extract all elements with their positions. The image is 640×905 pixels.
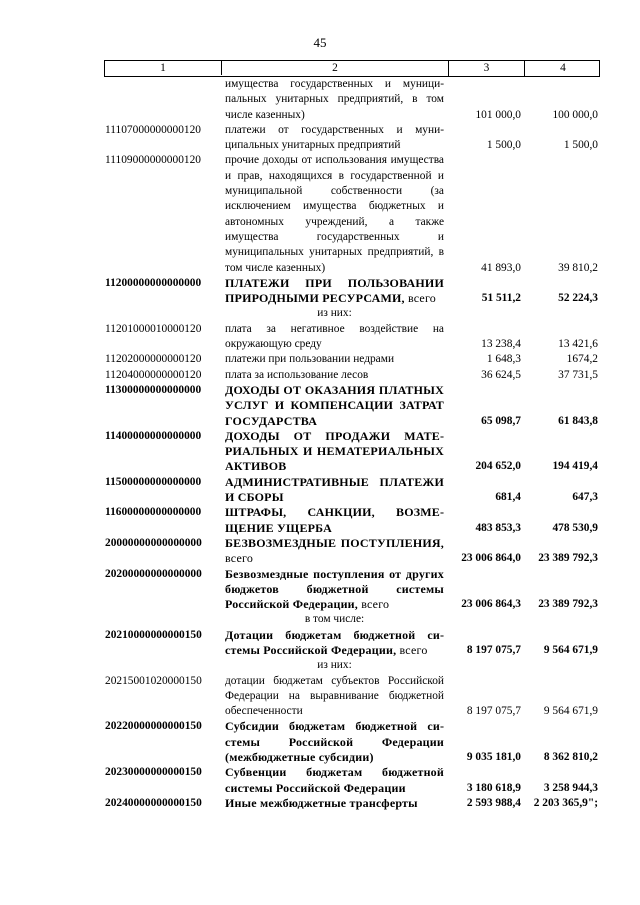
table-row <box>104 796 600 811</box>
row-code: 11202000000000120 <box>105 353 202 366</box>
row-value-col4: 23 389 792,3 <box>538 552 598 565</box>
row-code: 20200000000000000 <box>105 567 202 580</box>
row-value-col3: 65 098,7 <box>481 414 521 427</box>
row-code: 20220000000000150 <box>105 720 202 733</box>
row-value-col4: 23 389 792,3 <box>538 598 598 611</box>
table-row <box>104 352 600 367</box>
row-code: 11109000000000120 <box>105 154 201 167</box>
row-value-col4: 478 530,9 <box>552 521 598 534</box>
row-code: 20210000000000150 <box>105 628 202 641</box>
table-row <box>104 505 600 536</box>
column-header-2: 2 <box>222 61 449 76</box>
row-value-col3: 2 593 988,4 <box>466 796 521 809</box>
row-value-col4: 2 203 365,9"; <box>533 796 598 809</box>
row-name <box>221 77 448 123</box>
row-name-text: Субвенции бюджетам бюджетной системы Российской Федерации <box>225 765 444 795</box>
table-header <box>104 60 600 77</box>
row-value-col3: 23 006 864,0 <box>461 552 521 565</box>
row-name-text: платежи при пользовании недрами <box>225 353 395 366</box>
row-value-col3: 41 893,0 <box>481 261 521 274</box>
row-code: 20000000000000000 <box>105 536 202 549</box>
row-name-text: Дотации бюджетам бюджетной системы Российской Федерации, <box>225 627 444 657</box>
table-row <box>104 429 600 475</box>
row-name-text: плата за использование лесов <box>225 368 369 381</box>
row-name-text: из них: <box>317 659 352 672</box>
table-body <box>104 77 600 811</box>
row-value-col3: 101 000,0 <box>475 108 521 121</box>
row-code: 11107000000000120 <box>105 123 201 136</box>
table-row <box>104 628 600 659</box>
row-name-text: прочие доходы от использования имущества и прав, находящихся в государственной и муниципальной собственности (за исключением имущества бюджетных и автономных учреждений, а также имущества государственных и муниципальных унитарных предприятий, в том числе казенных) <box>225 154 444 274</box>
row-name-text: ШТРАФЫ, САНКЦИИ, ВОЗМЕЩЕНИЕ УЩЕРБА <box>225 505 444 535</box>
row-code: 11200000000000000 <box>105 276 202 289</box>
row-code: 11201000010000120 <box>105 322 202 335</box>
row-value-col4: 1 500,0 <box>563 139 598 152</box>
row-value-col3: 9 035 181,0 <box>466 751 521 764</box>
row-value-col3: 204 652,0 <box>475 460 521 473</box>
row-value-col4: 194 419,4 <box>552 460 598 473</box>
row-name <box>221 796 448 811</box>
row-value-col4: 37 731,5 <box>558 368 598 381</box>
table-row <box>104 475 600 506</box>
row-name-text: Иные межбюджетные трансферты <box>225 795 418 810</box>
row-value-col3: 13 238,4 <box>481 338 521 351</box>
row-value-col3: 8 197 075,7 <box>466 705 521 718</box>
row-name <box>221 719 448 765</box>
row-value-col4: 8 362 810,2 <box>543 751 598 764</box>
row-name <box>221 475 448 506</box>
table-row <box>104 658 600 673</box>
row-value-col4: 39 810,2 <box>558 261 598 274</box>
table-row <box>104 567 600 613</box>
row-value-col3: 483 853,3 <box>475 521 521 534</box>
row-code: 20230000000000150 <box>105 766 202 779</box>
row-value-col4: 61 843,8 <box>558 414 598 427</box>
row-name-suffix: всего <box>407 291 436 306</box>
row-name-text: плата за негативное воздействие на окружающую среду <box>225 322 444 351</box>
row-value-col4: 100 000,0 <box>552 108 598 121</box>
row-name <box>221 765 448 796</box>
row-name <box>221 352 448 367</box>
row-value-col3: 3 180 618,9 <box>466 781 521 794</box>
row-name-suffix: всего <box>399 642 428 657</box>
row-name <box>221 322 448 353</box>
row-value-col3: 51 511,2 <box>481 292 521 305</box>
row-name-text: Безвозмездные поступления от других бюджетов бюджетной системы Российской Федерации, <box>225 566 444 612</box>
row-value-col4: 3 258 944,3 <box>543 781 598 794</box>
row-name <box>221 612 448 627</box>
row-code: 11300000000000000 <box>105 383 202 396</box>
row-code: 20240000000000150 <box>105 796 202 809</box>
row-name-text: дотации бюджетам субъектов Российской Федерации на выравнивание бюджетной обеспеченности <box>225 674 444 718</box>
row-code: 11500000000000000 <box>105 475 202 488</box>
row-code: 20215001020000150 <box>105 674 202 687</box>
row-name-text: имущества государственных и муниципальных унитарных предприятий, в том числе казенных) <box>225 78 444 121</box>
row-name <box>221 628 448 659</box>
row-name-suffix: всего <box>225 551 254 566</box>
table-row <box>104 123 600 154</box>
row-name <box>221 306 448 321</box>
table-row <box>104 322 600 353</box>
table-row <box>104 765 600 796</box>
revenue-table <box>104 60 600 811</box>
row-name-text: АДМИНИСТРАТИВНЫЕ ПЛАТЕЖИ И СБОРЫ <box>225 474 444 505</box>
table-row <box>104 368 600 383</box>
row-name-text: из них: <box>317 307 352 320</box>
row-name <box>221 505 448 536</box>
row-name-text: БЕЗВОЗМЕЗДНЫЕ ПОСТУПЛЕНИЯ, <box>225 535 444 550</box>
row-code: 11400000000000000 <box>105 429 202 442</box>
column-header-4: 4 <box>560 62 566 74</box>
row-name-text: ДОХОДЫ ОТ ОКАЗАНИЯ ПЛАТНЫХ УСЛУГ И КОМПЕНСАЦИИ ЗАТРАТ ГОСУДАРСТВА <box>225 382 444 428</box>
row-name-text: платежи от государственных и муниципальных унитарных предприятий <box>225 123 444 152</box>
table-row <box>104 536 600 567</box>
row-name-text: Субсидии бюджетам бюджетной системы Российской Федерации (межбюджетные субсидии) <box>225 719 444 765</box>
row-value-col4: 52 224,3 <box>558 292 598 305</box>
table-row <box>104 383 600 429</box>
row-name <box>221 429 448 475</box>
row-value-col3: 681,4 <box>495 491 521 504</box>
table-row <box>104 276 600 307</box>
row-name-text: ДОХОДЫ ОТ ПРОДАЖИ МАТЕРИАЛЬНЫХ И НЕМАТЕРИАЛЬНЫХ АКТИВОВ <box>225 428 444 474</box>
table-row <box>104 612 600 627</box>
row-value-col4: 1674,2 <box>566 353 598 366</box>
row-value-col3: 1 648,3 <box>486 353 521 366</box>
row-name <box>221 276 448 307</box>
row-name-text: в том числе: <box>304 613 365 626</box>
row-name <box>221 567 448 613</box>
row-name <box>221 658 448 673</box>
row-value-col3: 23 006 864,3 <box>461 598 521 611</box>
row-name <box>221 674 448 720</box>
table-row <box>104 153 600 275</box>
row-code: 11204000000000120 <box>105 368 202 381</box>
column-header-1: 1 <box>105 61 222 75</box>
row-value-col3: 8 197 075,7 <box>466 643 521 656</box>
table-row <box>104 674 600 720</box>
row-value-col4: 13 421,6 <box>558 338 598 351</box>
column-header-3: 3 <box>449 61 525 76</box>
row-name <box>221 123 448 154</box>
row-value-col4: 9 564 671,9 <box>543 643 598 656</box>
row-name <box>221 368 448 383</box>
page-number: 45 <box>313 35 327 50</box>
row-name <box>221 153 448 275</box>
table-row <box>104 719 600 765</box>
row-value-col4: 647,3 <box>572 491 598 504</box>
row-value-col3: 36 624,5 <box>481 368 521 381</box>
table-row <box>104 306 600 321</box>
row-name <box>221 383 448 429</box>
row-name-suffix: всего <box>361 597 390 612</box>
row-value-col4: 9 564 671,9 <box>543 705 598 718</box>
row-code: 11600000000000000 <box>105 506 202 519</box>
row-value-col3: 1 500,0 <box>486 139 521 152</box>
table-row <box>104 77 600 123</box>
row-name <box>221 536 448 567</box>
row-name-text: ПЛАТЕЖИ ПРИ ПОЛЬЗОВАНИИ ПРИРОДНЫМИ РЕСУРСАМИ, <box>225 275 444 306</box>
